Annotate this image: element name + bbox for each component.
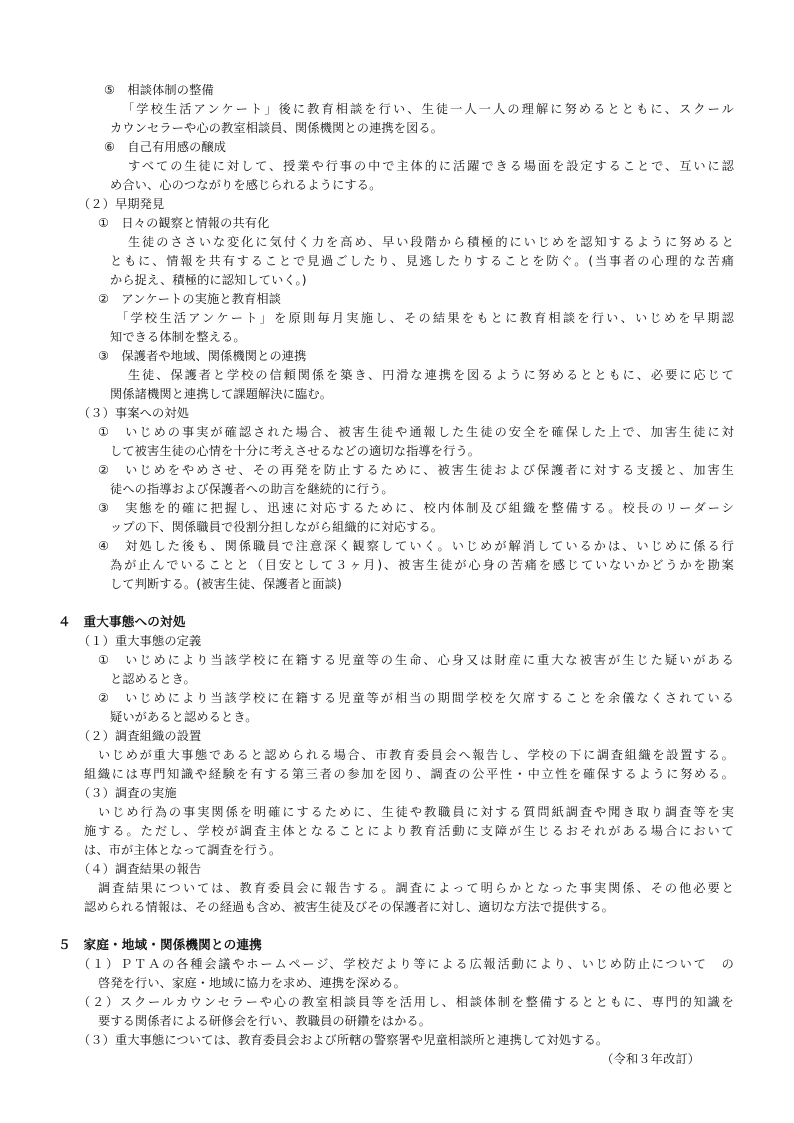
text-line: （３）調査の実施 bbox=[78, 786, 177, 800]
text-line: ③ 保護者や地域、関係機関との連携 bbox=[98, 349, 307, 363]
text-line: （３）重大事態については、教育委員会および所轄の警察署や児童相談所と連携して対処する。 bbox=[78, 1033, 609, 1047]
text-line: （２）早期発見 bbox=[78, 197, 165, 211]
text-line: ① いじめの事実が確認された場合、被害生徒や通報した生徒の安全を確保した上で、加害生徒に対 bbox=[98, 425, 734, 439]
text-line: ① 日々の観察と情報の共有化 bbox=[98, 216, 270, 230]
text-line: 要する関係者による研修会を行い、教職員の研鑽をはかる。 bbox=[98, 1014, 432, 1028]
text-line: （令和３年改訂） bbox=[601, 1052, 700, 1066]
text-line: ④ 対処した後も、関係職員で注意深く観察していく。いじめが解消しているかは、いじめに係る行 bbox=[98, 539, 734, 553]
text-line: （３）事案への対処 bbox=[78, 406, 190, 420]
section-heading: ４ 重大事態への対処 bbox=[58, 614, 186, 629]
text-line: ップの下、関係職員で役割分担しながら組織的に対応する。 bbox=[110, 520, 444, 534]
text-line: ともに、情報を共有することで見過ごしたり、見逃したりすることを防ぐ。(当事者の心理的な苦痛 bbox=[110, 254, 734, 268]
text-line: 「学校生活アンケート」を原則毎月実施し、その結果をもとに教育相談を行い、いじめを早期認 bbox=[116, 311, 734, 325]
text-line: いじめ行為の事実関係を明確にするために、生徒や教職員に対する質問紙調査や聞き取り調査等を実 bbox=[98, 805, 734, 819]
text-line: ① いじめにより当該学校に在籍する児童等の生命、心身又は財産に重大な被害が生じた疑いがある bbox=[98, 653, 734, 667]
text-line: いじめが重大事態であると認められる場合、市教育委員会へ報告し、学校の下に調査組織を設置する。 bbox=[98, 748, 734, 762]
text-line: カウンセラーや心の教室相談員、関係機関との連携を図る。 bbox=[110, 121, 444, 135]
text-line: 「学校生活アンケート」後に教育相談を行い、生徒一人一人の理解に努めるとともに、スクール bbox=[122, 102, 734, 116]
text-line: ② いじめをやめさせ、その再発を防止するために、被害生徒および保護者に対する支援と、加害生 bbox=[98, 463, 734, 477]
text-line: 認められる情報は、その経過も含め、被害生徒及びその保護者に対し、適切な方法で提供する。 bbox=[84, 900, 615, 914]
text-line: （２）調査組織の設置 bbox=[78, 729, 202, 743]
text-line: から捉え、積極的に認知していく。) bbox=[110, 273, 307, 287]
section-heading: ５ 家庭・地域・関係機関との連携 bbox=[58, 937, 262, 952]
text-line: 啓発を行い、家庭・地域に協力を求め、連携を深める。 bbox=[98, 976, 406, 990]
text-line: 施する。ただし、学校が調査主体となることにより教育活動に支障が生じるおそれがある場合において bbox=[84, 824, 734, 838]
text-line: 為が止んでいることと（目安として３ヶ月)、被害生徒が心身の苦痛を感じていないかどうかを勘案 bbox=[110, 558, 734, 572]
text-line: 徒への指導および保護者への助言を継続的に行う。 bbox=[110, 482, 394, 496]
text-line: 調査結果については、教育委員会に報告する。調査によって明らかとなった事実関係、その他必要と bbox=[98, 881, 734, 895]
text-line: ② いじめにより当該学校に在籍する児童等が相当の期間学校を欠席することを余儀なくされている bbox=[98, 691, 734, 705]
text-line: ③ 実態を的確に把握し、迅速に対応するために、校内体制及び組織を整備する。校長のリーダーシ bbox=[98, 501, 734, 515]
text-line: め合い、心のつながりを感じられるようにする。 bbox=[110, 178, 382, 192]
text-line: 疑いがあると認めるとき。 bbox=[110, 710, 258, 724]
text-line: ⑤ 相談体制の整備 bbox=[104, 83, 214, 97]
text-line: ② アンケートの実施と教育相談 bbox=[98, 292, 282, 306]
text-line: すべての生徒に対して、授業や行事の中で主体的に活躍できる場面を設定することで、互いに認 bbox=[128, 159, 734, 173]
text-line: 知できる体制を整える。 bbox=[110, 330, 246, 344]
text-line: 組織には専門知識や経験を有する第三者の参加を図り、調査の公平性・中立性を確保するように努める。 bbox=[84, 767, 734, 781]
text-line: （１）重大事態の定義 bbox=[78, 634, 202, 648]
text-line: （２）スクールカウンセラーや心の教室相談員等を活用し、相談体制を整備するとともに、専門的知識を bbox=[78, 995, 734, 1009]
text-line: （１）ＰＴＡの各種会議やホームページ、学校だより等による広報活動により、いじめ防止について の bbox=[78, 957, 734, 971]
text-line: 生徒のささいな変化に気付く力を高め、早い段階から積極的にいじめを認知するように努めると bbox=[128, 235, 734, 249]
text-line: 生徒、保護者と学校の信頼関係を築き、円滑な連携を図るように努めるとともに、必要に応じて bbox=[128, 368, 734, 382]
text-line: して判断する。(被害生徒、保護者と面談) bbox=[110, 577, 342, 591]
text-line: と認めるとき。 bbox=[110, 672, 196, 686]
text-line: して被害生徒の心情を十分に考えさせるなどの適切な指導を行う。 bbox=[110, 444, 481, 458]
text-line: 関係諸機関と連携して課題解決に臨む。 bbox=[110, 387, 333, 401]
text-line: （４）調査結果の報告 bbox=[78, 862, 202, 876]
text-line: ⑥ 自己有用感の醸成 bbox=[104, 140, 227, 154]
text-line: は、市が主体となって調査を行う。 bbox=[84, 843, 282, 857]
